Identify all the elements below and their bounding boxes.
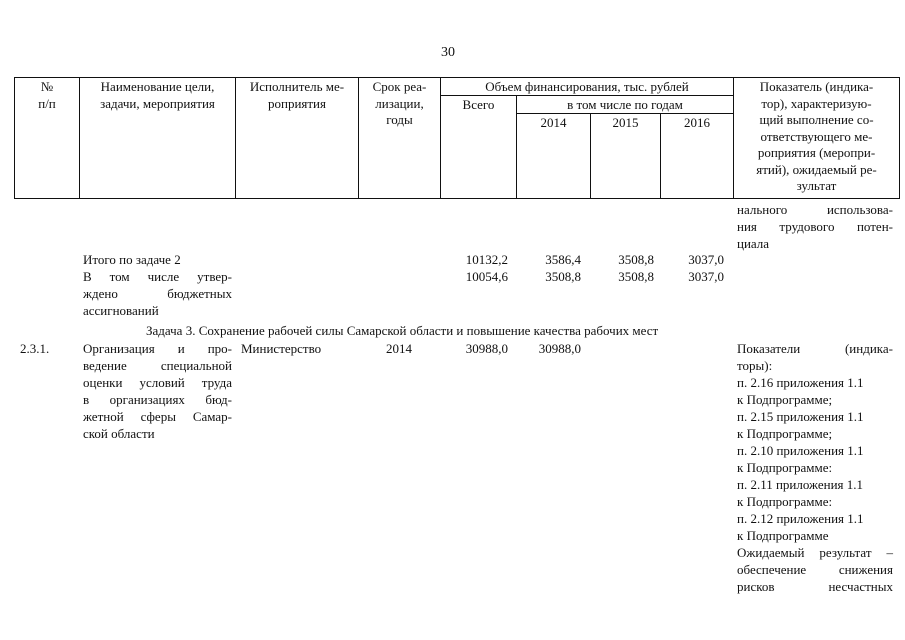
row-2-3-1-total: 30988,0 xyxy=(465,341,508,356)
header-col-indicator-line2: тор), характеризую- xyxy=(761,95,872,111)
indicator-line11: п. 2.12 приложения 1.1 xyxy=(737,511,864,526)
carry-over-indicator xyxy=(737,201,893,252)
page-number: 30 xyxy=(441,45,455,60)
carry-over-line1: нального использова- xyxy=(737,202,893,217)
total-row-approved-2014: 3508,8 xyxy=(545,269,581,284)
header-col-name xyxy=(80,79,235,112)
header-col-indicator-line1: Показатель (индика- xyxy=(759,79,874,94)
header-col-name-line2: задачи, мероприятия xyxy=(100,95,215,111)
header-col-term xyxy=(359,79,440,129)
header-col-no-line1: № xyxy=(40,79,54,94)
header-col-indicator-line4: ответствующего ме- xyxy=(760,128,873,144)
task3-heading: Задача 3. Сохранение рабочей силы Самарской области и повышение качества рабочих мест xyxy=(146,323,659,338)
total-row-task2-total: 10132,2 xyxy=(465,252,508,267)
indicator-line12: к Подпрограмме xyxy=(737,528,829,543)
total-row-approved-line2: ждено бюджетных xyxy=(83,286,232,301)
indicator-line9: п. 2.11 приложения 1.1 xyxy=(737,477,864,492)
header-col-no xyxy=(15,79,79,112)
indicator-line8: к Подпрограмме: xyxy=(737,460,833,475)
row-2-3-1-name-line2: ведение специальной xyxy=(83,358,232,373)
total-row-approved-2015: 3508,8 xyxy=(618,269,654,284)
row-2-3-1-name xyxy=(83,340,232,442)
row-2-3-1-indicators xyxy=(737,340,893,595)
row-2-3-1-name-line5: жетной сферы Самар- xyxy=(83,409,232,424)
header-bottom-border xyxy=(14,198,900,199)
total-row-approved-2016: 3037,0 xyxy=(688,269,724,284)
header-col-by-year: в том числе по годам xyxy=(567,97,683,112)
header-year-2015: 2015 xyxy=(612,115,639,130)
indicator-line3: п. 2.16 приложения 1.1 xyxy=(737,375,864,390)
header-col-executor-line1: Исполнитель ме- xyxy=(249,79,345,94)
total-row-task2-2015: 3508,8 xyxy=(618,252,654,267)
indicator-line13: Ожидаемый результат – xyxy=(737,545,893,560)
indicator-line1: Показатели (индика- xyxy=(737,341,893,356)
indicator-line14: обеспечение снижения xyxy=(737,562,893,577)
row-2-3-1-2014: 30988,0 xyxy=(538,341,581,356)
header-col-name-line1: Наименование цели, xyxy=(100,79,215,94)
indicator-line6: к Подпрограмме; xyxy=(737,426,833,441)
header-col-indicator-line5: роприятия (меропри- xyxy=(757,145,876,160)
header-year-2014: 2014 xyxy=(540,115,567,130)
header-col-financing: Объем финансирования, тыс. рублей xyxy=(485,79,689,94)
total-row-approved-line1: В том числе утвер- xyxy=(83,269,232,284)
total-row-approved-label xyxy=(83,268,232,319)
total-row-task2-2014: 3586,4 xyxy=(545,252,581,267)
indicator-line10: к Подпрограмме: xyxy=(737,494,833,509)
carry-over-line3: циала xyxy=(737,236,770,251)
total-row-approved-line3: ассигнований xyxy=(83,303,159,318)
row-2-3-1-name-line4: в организациях бюд- xyxy=(83,392,232,407)
header-col-indicator xyxy=(734,79,899,195)
header-col-term-line1: Срок реа- xyxy=(372,79,427,94)
header-col-term-line2: лизации, xyxy=(375,95,424,111)
header-col-executor xyxy=(236,79,358,112)
header-col-indicator-line6: ятий), ожидаемый ре- xyxy=(756,161,877,177)
header-col-indicator-line3: щий выполнение со- xyxy=(759,112,874,127)
total-row-approved-total: 10054,6 xyxy=(465,269,508,284)
indicator-line7: п. 2.10 приложения 1.1 xyxy=(737,443,864,458)
header-col-term-line3: годы xyxy=(386,112,413,127)
row-2-3-1-name-line1: Организация и про- xyxy=(83,341,232,356)
row-2-3-1-number: 2.3.1. xyxy=(20,341,50,356)
row-2-3-1-term: 2014 xyxy=(386,341,412,356)
indicator-line2: торы): xyxy=(737,358,773,373)
total-row-task2-2016: 3037,0 xyxy=(688,252,724,267)
header-year-2016: 2016 xyxy=(684,115,710,130)
row-2-3-1-executor: Министерство xyxy=(241,341,322,356)
header-col-indicator-line7: зультат xyxy=(796,178,837,193)
indicator-line5: п. 2.15 приложения 1.1 xyxy=(737,409,864,424)
header-top-border xyxy=(14,77,900,78)
row-2-3-1-name-line3: оценки условий труда xyxy=(83,375,232,390)
header-col-total: Всего xyxy=(462,97,495,112)
header-col-no-line2: п/п xyxy=(38,95,56,111)
carry-over-line2: ния трудового потен- xyxy=(737,219,893,234)
total-row-task2-label: Итого по задаче 2 xyxy=(83,252,181,267)
header-right-border xyxy=(899,77,900,199)
row-2-3-1-name-line6: ской области xyxy=(83,426,155,441)
indicator-line4: к Подпрограмме; xyxy=(737,392,833,407)
indicator-line15: рисков несчастных xyxy=(737,579,893,594)
header-col-executor-line2: роприятия xyxy=(267,95,326,111)
